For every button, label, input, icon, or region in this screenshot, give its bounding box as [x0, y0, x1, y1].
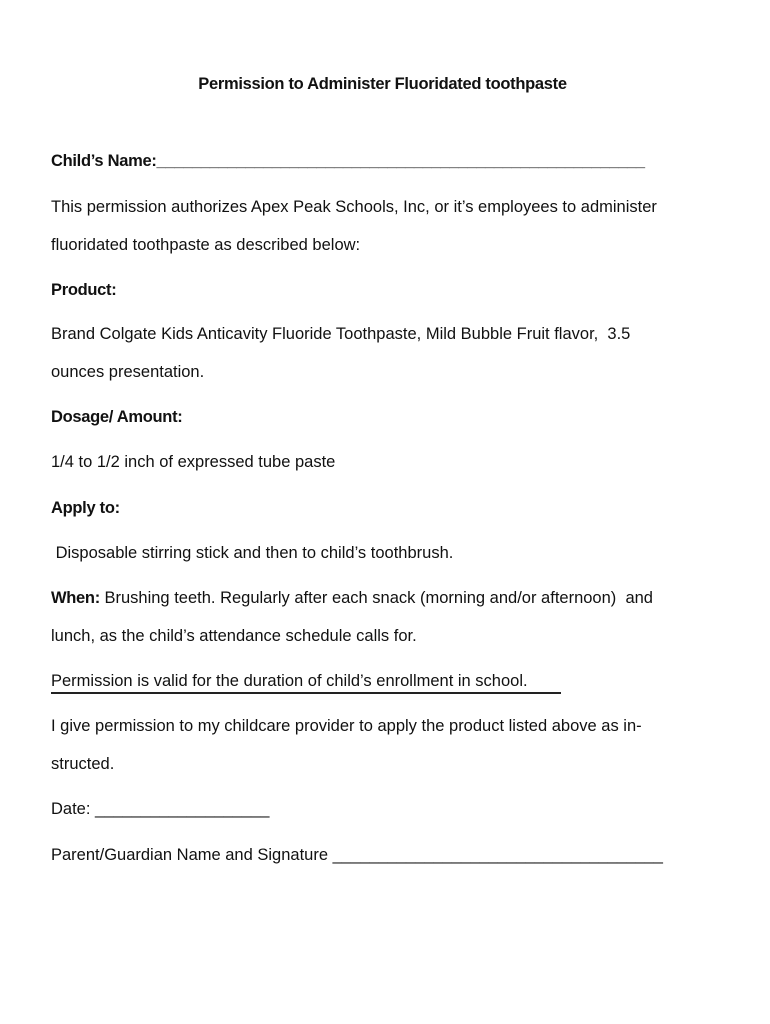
- consent-text-line-2: structed.: [51, 755, 115, 773]
- dosage-heading: Dosage/ Amount:: [51, 408, 183, 426]
- product-text-line-1: Brand Colgate Kids Anticavity Fluoride Toothpaste, Mild Bubble Fruit flavor, 3.5: [51, 325, 631, 343]
- when-line-1: [51, 588, 653, 608]
- childs-name-field: Child’s Name:_______________________________________________________: [51, 152, 645, 170]
- validity-statement: Permission is valid for the duration of child’s enrollment in school.: [51, 672, 528, 690]
- dosage-text: 1/4 to 1/2 inch of expressed tube paste: [51, 453, 336, 471]
- product-heading: Product:: [51, 281, 117, 299]
- when-text-line-2: lunch, as the child’s attendance schedule calls for.: [51, 627, 417, 645]
- when-text: Brushing teeth. Regularly after each snack (morning and/or afternoon) and: [99, 589, 653, 607]
- consent-text-line-1: I give permission to my childcare provider to apply the product listed above as in-: [51, 717, 642, 735]
- authorization-text-line-2: fluoridated toothpaste as described below:: [51, 236, 361, 254]
- when-label: When:: [51, 589, 100, 607]
- apply-heading: Apply to:: [51, 499, 120, 517]
- document-title: Permission to Administer Fluoridated toothpaste: [198, 75, 567, 93]
- authorization-text-line-1: This permission authorizes Apex Peak Schools, Inc, or it’s employees to administer: [51, 198, 657, 216]
- product-text-line-2: ounces presentation.: [51, 363, 205, 381]
- validity-underline: [51, 692, 561, 694]
- date-field: Date: ___________________: [51, 800, 270, 818]
- parent-signature-field: Parent/Guardian Name and Signature ____________________________________: [51, 846, 663, 864]
- apply-text: Disposable stirring stick and then to child’s toothbrush.: [51, 544, 454, 562]
